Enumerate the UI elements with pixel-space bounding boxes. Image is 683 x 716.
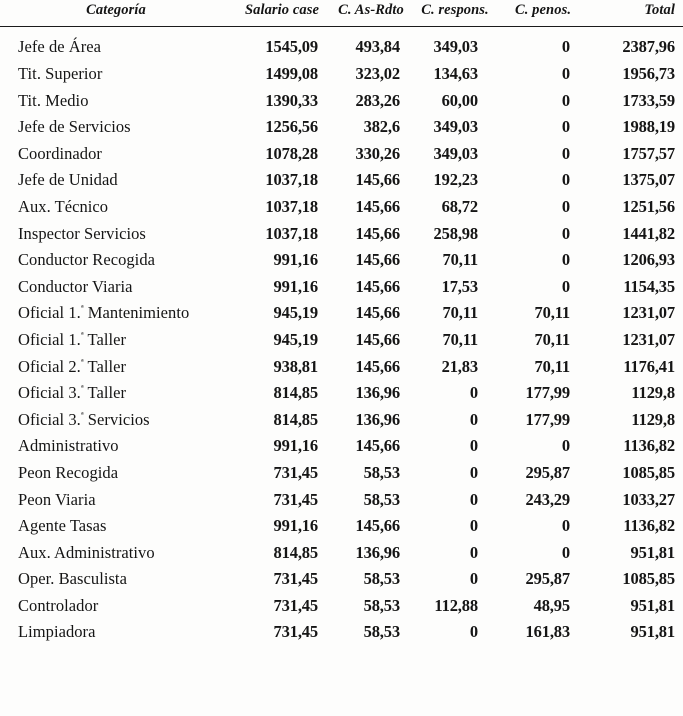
cell-respons: 60,00 [441,90,478,110]
cell-respons: 0 [469,489,478,509]
cell-salario: 1037,18 [265,196,318,216]
cell-salario: 1499,08 [265,64,318,83]
cell-categoria: Peon Viaria [18,489,96,509]
cell-salario: 731,45 [273,569,318,589]
table-row [0,300,683,327]
cell-salario: 731,45 [273,489,318,509]
cell-asrdto: 493,84 [355,37,400,56]
table-row [0,487,683,514]
cell-salario: 945,19 [273,329,318,349]
cell-categoria: Oficial 3.$^ª$ Taller [18,383,127,403]
cell-penos: 0 [561,250,570,270]
cell-salario: 1037,18 [265,223,318,243]
cell-penos: 0 [561,542,570,562]
cell-penos: 0 [561,436,570,456]
table-row [0,407,683,434]
cell-total: 1375,07 [622,170,675,190]
cell-categoria: Jefe de Área [18,37,102,56]
column-header-respons: C. respons. [410,0,500,27]
cell-penos: 0 [561,223,570,243]
cell-respons: 192,23 [433,170,478,190]
cell-categoria: Oficial 1.$^ª$ Mantenimiento [18,303,190,323]
cell-respons: 349,03 [433,143,478,163]
cell-penos: 70,11 [534,356,570,376]
cell-salario: 814,85 [273,383,318,403]
cell-salario: 731,45 [273,622,318,642]
table-row [0,167,683,194]
cell-asrdto: 283,26 [355,90,400,110]
cell-categoria: Coordinador [18,143,102,163]
cell-penos: 177,99 [525,409,570,429]
cell-total: 1231,07 [622,329,675,349]
cell-penos: 0 [561,117,570,137]
cell-categoria: Tit. Medio [18,90,89,110]
cell-respons: 258,98 [433,223,478,243]
cell-penos: 70,11 [534,303,570,323]
cell-salario: 991,16 [273,250,318,270]
cell-asrdto: 58,53 [363,462,400,482]
cell-salario: 1078,28 [265,143,318,163]
cell-total: 1956,73 [622,64,675,83]
cell-penos: 295,87 [525,569,570,589]
cell-respons: 0 [469,516,478,536]
table-row [0,513,683,540]
table-row [0,61,683,88]
cell-asrdto: 145,66 [355,356,400,376]
cell-asrdto: 58,53 [363,595,400,615]
cell-total: 1033,27 [622,489,675,509]
cell-respons: 70,11 [442,303,478,323]
cell-categoria: Conductor Viaria [18,276,133,296]
cell-asrdto: 136,96 [355,542,400,562]
column-header-penos: C. penos. [500,0,586,27]
cell-salario: 938,81 [273,356,318,376]
cell-salario: 991,16 [273,516,318,536]
cell-categoria: Jefe de Unidad [18,170,118,190]
cell-asrdto: 136,96 [355,383,400,403]
cell-total: 951,81 [630,542,675,562]
column-header-total: Total [586,0,683,27]
cell-asrdto: 58,53 [363,569,400,589]
cell-categoria: Aux. Administrativo [18,542,155,562]
cell-total: 2387,96 [622,37,675,56]
cell-total: 1441,82 [622,223,675,243]
cell-categoria: Limpiadora [18,622,96,642]
cell-asrdto: 145,66 [355,170,400,190]
cell-penos: 0 [561,143,570,163]
table-row [0,114,683,141]
cell-total: 1136,82 [623,516,675,536]
table-row [0,593,683,620]
cell-total: 1733,59 [622,90,675,110]
cell-salario: 1390,33 [265,90,318,110]
cell-categoria: Jefe de Servicios [18,117,131,137]
cell-penos: 0 [561,170,570,190]
cell-penos: 243,29 [525,489,570,509]
cell-categoria: Oficial 2.$^ª$ Taller [18,356,127,376]
cell-respons: 0 [469,622,478,642]
cell-respons: 349,03 [433,37,478,56]
cell-asrdto: 145,66 [355,516,400,536]
cell-total: 1757,57 [622,143,675,163]
cell-total: 1129,8 [631,409,675,429]
table-row [0,540,683,567]
cell-total: 1231,07 [622,303,675,323]
table-row [0,327,683,354]
cell-respons: 0 [469,462,478,482]
cell-asrdto: 145,66 [355,196,400,216]
cell-asrdto: 136,96 [355,409,400,429]
cell-asrdto: 145,66 [355,436,400,456]
cell-penos: 295,87 [525,462,570,482]
column-header-categoria: Categoría [0,0,232,27]
cell-penos: 0 [561,276,570,296]
cell-total: 951,81 [630,595,675,615]
table-row [0,141,683,168]
cell-categoria: Inspector Servicios [18,223,146,243]
cell-respons: 0 [469,542,478,562]
cell-salario: 945,19 [273,303,318,323]
cell-asrdto: 330,26 [355,143,400,163]
cell-salario: 1545,09 [265,37,318,56]
cell-penos: 161,83 [525,622,570,642]
column-header-asrdto: C. As-Rdto [332,0,410,27]
cell-asrdto: 145,66 [355,276,400,296]
cell-respons: 0 [469,409,478,429]
table-body [0,27,683,647]
table-row [0,566,683,593]
table-row [0,221,683,248]
cell-categoria: Agente Tasas [18,516,107,536]
cell-categoria: Peon Recogida [18,462,119,482]
cell-respons: 17,53 [441,276,478,296]
table-row [0,460,683,487]
table-row [0,247,683,274]
cell-categoria: Tit. Superior [18,64,103,83]
cell-total: 1136,82 [623,436,675,456]
cell-total: 1085,85 [622,462,675,482]
cell-salario: 731,45 [273,595,318,615]
column-header-salario: Salario case [232,0,332,27]
cell-asrdto: 145,66 [355,303,400,323]
cell-categoria: Conductor Recogida [18,250,155,270]
cell-asrdto: 145,66 [355,329,400,349]
table-row [0,354,683,381]
cell-salario: 814,85 [273,409,318,429]
table-row [0,380,683,407]
cell-total: 1129,8 [631,383,675,403]
table-row [0,274,683,301]
cell-respons: 0 [469,436,478,456]
cell-penos: 0 [561,37,570,56]
cell-total: 1251,56 [622,196,675,216]
cell-respons: 21,83 [441,356,478,376]
cell-respons: 0 [469,383,478,403]
cell-total: 1085,85 [622,569,675,589]
table-row [0,433,683,460]
cell-total: 1988,19 [622,117,675,137]
cell-total: 951,81 [630,622,675,642]
cell-asrdto: 145,66 [355,223,400,243]
table-header-row [0,0,683,27]
cell-salario: 731,45 [273,462,318,482]
cell-respons: 68,72 [441,196,478,216]
cell-respons: 70,11 [442,329,478,349]
cell-categoria: Oficial 1.$^ª$ Taller [18,329,127,349]
cell-categoria: Controlador [18,595,99,615]
cell-respons: 70,11 [442,250,478,270]
cell-categoria: Oficial 3.$^ª$ Servicios [18,409,150,429]
cell-penos: 0 [561,516,570,536]
cell-categoria: Aux. Técnico [18,196,109,216]
cell-respons: 134,63 [433,64,478,83]
table-row [0,27,683,62]
cell-total: 1176,41 [623,356,675,376]
cell-categoria: Oper. Basculista [18,569,127,589]
table-row [0,88,683,115]
cell-asrdto: 58,53 [363,622,400,642]
cell-salario: 1256,56 [265,117,318,137]
cell-respons: 0 [469,569,478,589]
cell-asrdto: 58,53 [363,489,400,509]
cell-salario: 991,16 [273,436,318,456]
cell-asrdto: 145,66 [355,250,400,270]
cell-salario: 991,16 [273,276,318,296]
table-header [0,0,683,27]
table-row [0,194,683,221]
cell-categoria: Administrativo [18,436,119,456]
cell-respons: 112,88 [434,595,478,615]
cell-penos: 0 [561,90,570,110]
cell-penos: 48,95 [533,595,570,615]
cell-respons: 349,03 [433,117,478,137]
cell-penos: 0 [561,196,570,216]
cell-salario: 814,85 [273,542,318,562]
cell-asrdto: 323,02 [355,64,400,83]
cell-total: 1154,35 [623,276,675,296]
cell-salario: 1037,18 [265,170,318,190]
table-row [0,619,683,646]
cell-penos: 177,99 [525,383,570,403]
cell-penos: 0 [561,64,570,83]
cell-asrdto: 382,6 [363,117,400,137]
cell-penos: 70,11 [534,329,570,349]
cell-total: 1206,93 [622,250,675,270]
